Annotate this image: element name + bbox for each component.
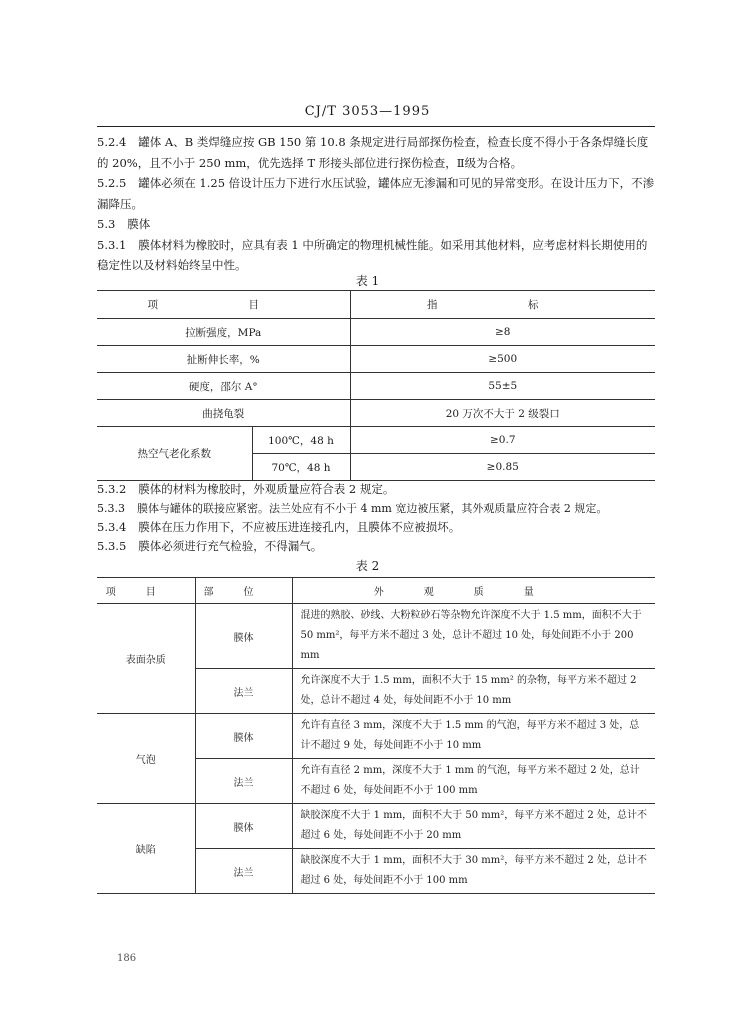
table2-caption: 表 2 [355,559,380,573]
table1 [97,290,655,481]
page-number: 186 [117,953,137,964]
sections-mid [97,480,657,556]
section-5-3 [97,214,657,235]
header-cell: 外观质量 [292,578,655,604]
item-cell: 气泡 [97,714,195,804]
table-row [97,319,655,346]
desc-cell: 缺胶深度不大于 1 mm，面积不大于 30 mm²，每平方米不超过 2 处，总计不超过 6 处，每处间距不小于 100 mm [292,849,655,894]
clause-number: 5.3.5 [97,539,127,553]
part-cell: 法兰 [195,759,292,804]
clause-number: 5.3.3 [97,502,125,515]
clause-number: 5.3.2 [97,482,127,496]
table-row [97,373,655,400]
part-cell: 膜体 [195,714,292,759]
clause-number: 5.3 [97,217,116,231]
value-cell: ≥500 [350,346,655,373]
part-cell: 膜体 [195,604,292,669]
item-cell: 缺陷 [97,804,195,894]
header-cell: 项 目 [97,291,350,319]
value-cell: ≥8 [350,319,655,346]
clause-number: 5.3.1 [97,237,127,252]
value-cell: ≥0.7 [350,427,655,454]
item-cell: 表面杂质 [97,604,195,714]
document-header: CJ/T 3053—1995 [304,104,431,119]
header-rule [97,126,655,127]
clause-text: 膜体必须进行充气检验，不得漏气。 [138,539,323,553]
condition-cell: 70℃，48 h [252,454,350,481]
header-cell: 指 标 [350,291,655,319]
clause-text: 膜体与罐体的联接应紧密。法兰处应有不小于 4 mm 宽边被压紧，其外观质量应符合表 2 规定。 [137,502,608,515]
desc-cell: 允许有直径 3 mm，深度不大于 1.5 mm 的气泡，每平方米不超过 3 处，总计不超过 9 处，每处间距不小于 10 mm [292,714,655,759]
item-cell: 硬度，邵尔 A° [97,373,350,400]
clause-5-3-1 [97,235,657,276]
table1-caption: 表 1 [355,274,380,288]
value-cell: 20 万次不大于 2 级裂口 [350,400,655,427]
clause-5-3-3 [97,499,657,518]
desc-cell: 允许深度不大于 1.5 mm，面积不大于 15 mm² 的杂物，每平方米不超过 2 处，总计不超过 4 处，每处间距不小于 10 mm [292,669,655,714]
desc-cell: 允许有直径 2 mm，深度不大于 1 mm 的气泡，每平方米不超过 2 处，总计不超过 6 处，每处间距不小于 100 mm [292,759,655,804]
clause-number: 5.3.4 [97,520,127,534]
value-cell: ≥0.85 [350,454,655,481]
table-row [97,346,655,373]
clause-5-2-4 [97,132,657,173]
clause-5-3-4 [97,518,657,537]
clause-5-2-5 [97,173,657,214]
section-title: 膜体 [127,217,151,231]
table-row [97,427,655,454]
clause-5-3-2 [97,480,657,499]
part-cell: 膜体 [195,804,292,849]
item-cell: 曲挠龟裂 [97,400,350,427]
item-cell: 热空气老化系数 [97,427,252,481]
clause-number: 5.2.5 [97,176,127,190]
part-cell: 法兰 [195,849,292,894]
item-cell: 扯断伸长率，% [97,346,350,373]
header-cell: 部位 [195,578,292,604]
table-row [97,714,655,759]
table2 [97,577,655,894]
sections-top [97,132,657,276]
table-row [97,604,655,669]
clause-text: 罐体 A、B 类焊缝应按 GB 150 第 10.8 条规定进行局部探伤检查，检查长度不得小于各条焊缝长度的 20%，且不小于 250 mm，优先选择 T 形接头部位进行探伤检查，Ⅱ级为合格。 [97,135,649,170]
clause-text: 膜体的材料为橡胶时，外观质量应符合表 2 规定。 [138,482,395,496]
clause-text: 膜体材料为橡胶时，应具有表 1 中所确定的物理机械性能。如采用其他材料，应考虑材料长期使用的稳定性以及材料始终呈中性。 [97,237,648,272]
table1-header [97,291,655,319]
condition-cell: 100℃，48 h [252,427,350,454]
clause-number: 5.2.4 [97,135,127,149]
desc-cell: 缺胶深度不大于 1 mm，面积不大于 50 mm²，每平方米不超过 2 处，总计不超过 6 处，每处间距不小于 20 mm [292,804,655,849]
part-cell: 法兰 [195,669,292,714]
value-cell: 55±5 [350,373,655,400]
table2-header [97,578,655,604]
item-cell: 拉断强度，MPa [97,319,350,346]
header-cell: 项目 [97,578,195,604]
clause-text: 罐体必须在 1.25 倍设计压力下进行水压试验，罐体应无渗漏和可见的异常变形。在设计压力下，不渗漏降压。 [97,176,655,211]
clause-text: 膜体在压力作用下，不应被压进连接孔内，且膜体不应被损坏。 [138,520,461,534]
table-row [97,400,655,427]
table-row [97,804,655,849]
desc-cell: 混进的熟胶、砂线、大粉粒砂石等杂物允许深度不大于 1.5 mm，面积不大于 50 mm²，每平方米不超过 3 处，总计不超过 10 处，每处间距不小于 200 mm [292,604,655,669]
clause-5-3-5 [97,537,657,556]
